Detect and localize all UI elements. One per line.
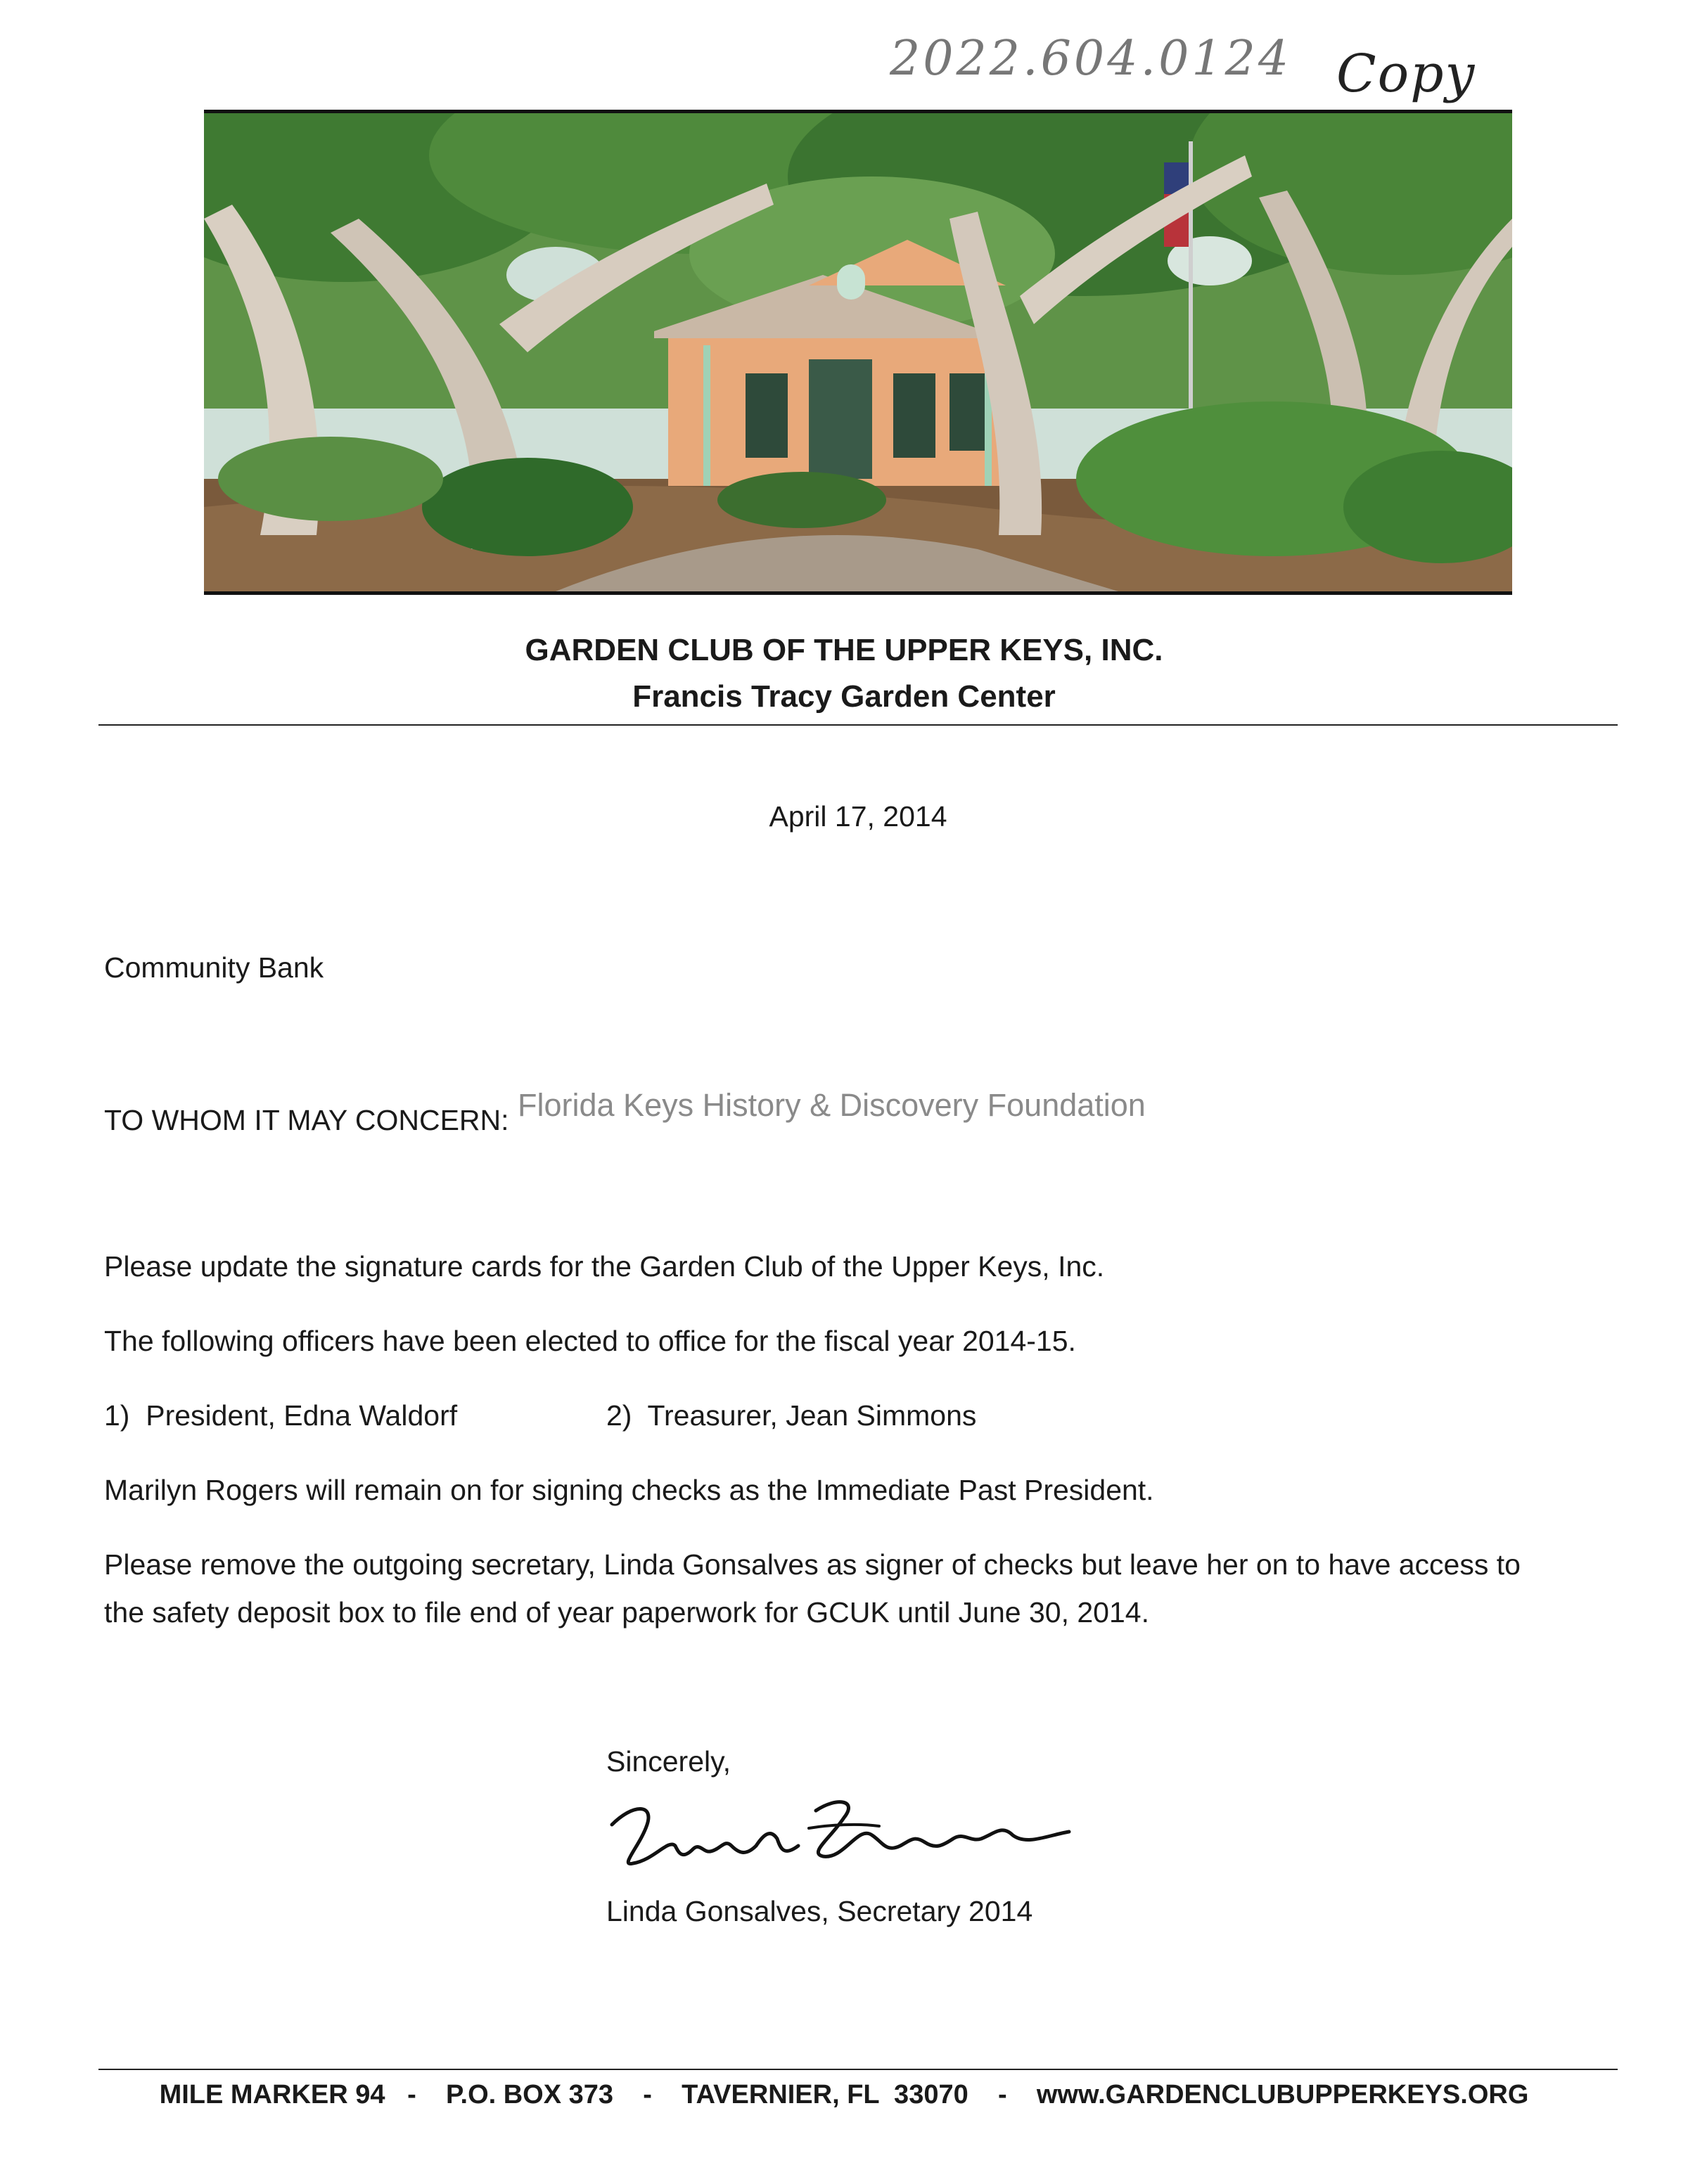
officer-president: 1) President, Edna Waldorf [104,1399,458,1432]
paragraph-officers-elected: The following officers have been elected to office for the fiscal year 2014-15. [104,1325,1076,1357]
salutation: TO WHOM IT MAY CONCERN: [104,1104,509,1136]
past-president-note: Marilyn Rogers will remain on for signing checks as the Immediate Past President. [104,1474,1154,1506]
accession-number: 2022.604.0124 [890,31,1292,86]
signature [605,1797,1083,1881]
paragraph-update-cards: Please update the signature cards for the Garden Club of the Upper Keys, Inc. [104,1250,1105,1283]
letter-date: April 17, 2014 [769,800,947,833]
header-photo [204,110,1512,595]
footer-divider [98,2069,1618,2070]
copy-mark: Copy [1336,44,1476,104]
center-name: Francis Tracy Garden Center [632,679,1056,714]
header-divider [98,724,1618,726]
recipient: Community Bank [104,951,324,984]
foundation-watermark: Florida Keys History & Discovery Foundation [518,1087,1146,1123]
officer-treasurer: 2) Treasurer, Jean Simmons [606,1399,977,1432]
removal-line-1: Please remove the outgoing secretary, Linda Gonsalves as signer of checks but leave her on to have access to [104,1548,1521,1581]
closing: Sincerely, [606,1745,731,1778]
footer-address: MILE MARKER 94 - P.O. BOX 373 - TAVERNIER, FL 33070 - www.GARDENCLUBUPPERKEYS.ORG [159,2080,1529,2109]
signer-title: Linda Gonsalves, Secretary 2014 [606,1895,1033,1927]
org-name: GARDEN CLUB OF THE UPPER KEYS, INC. [525,633,1163,667]
removal-line-2: the safety deposit box to file end of year paperwork for GCUK until June 30, 2014. [104,1596,1149,1629]
signature-graphic [605,1797,1083,1881]
garden-center-photo [204,113,1512,591]
